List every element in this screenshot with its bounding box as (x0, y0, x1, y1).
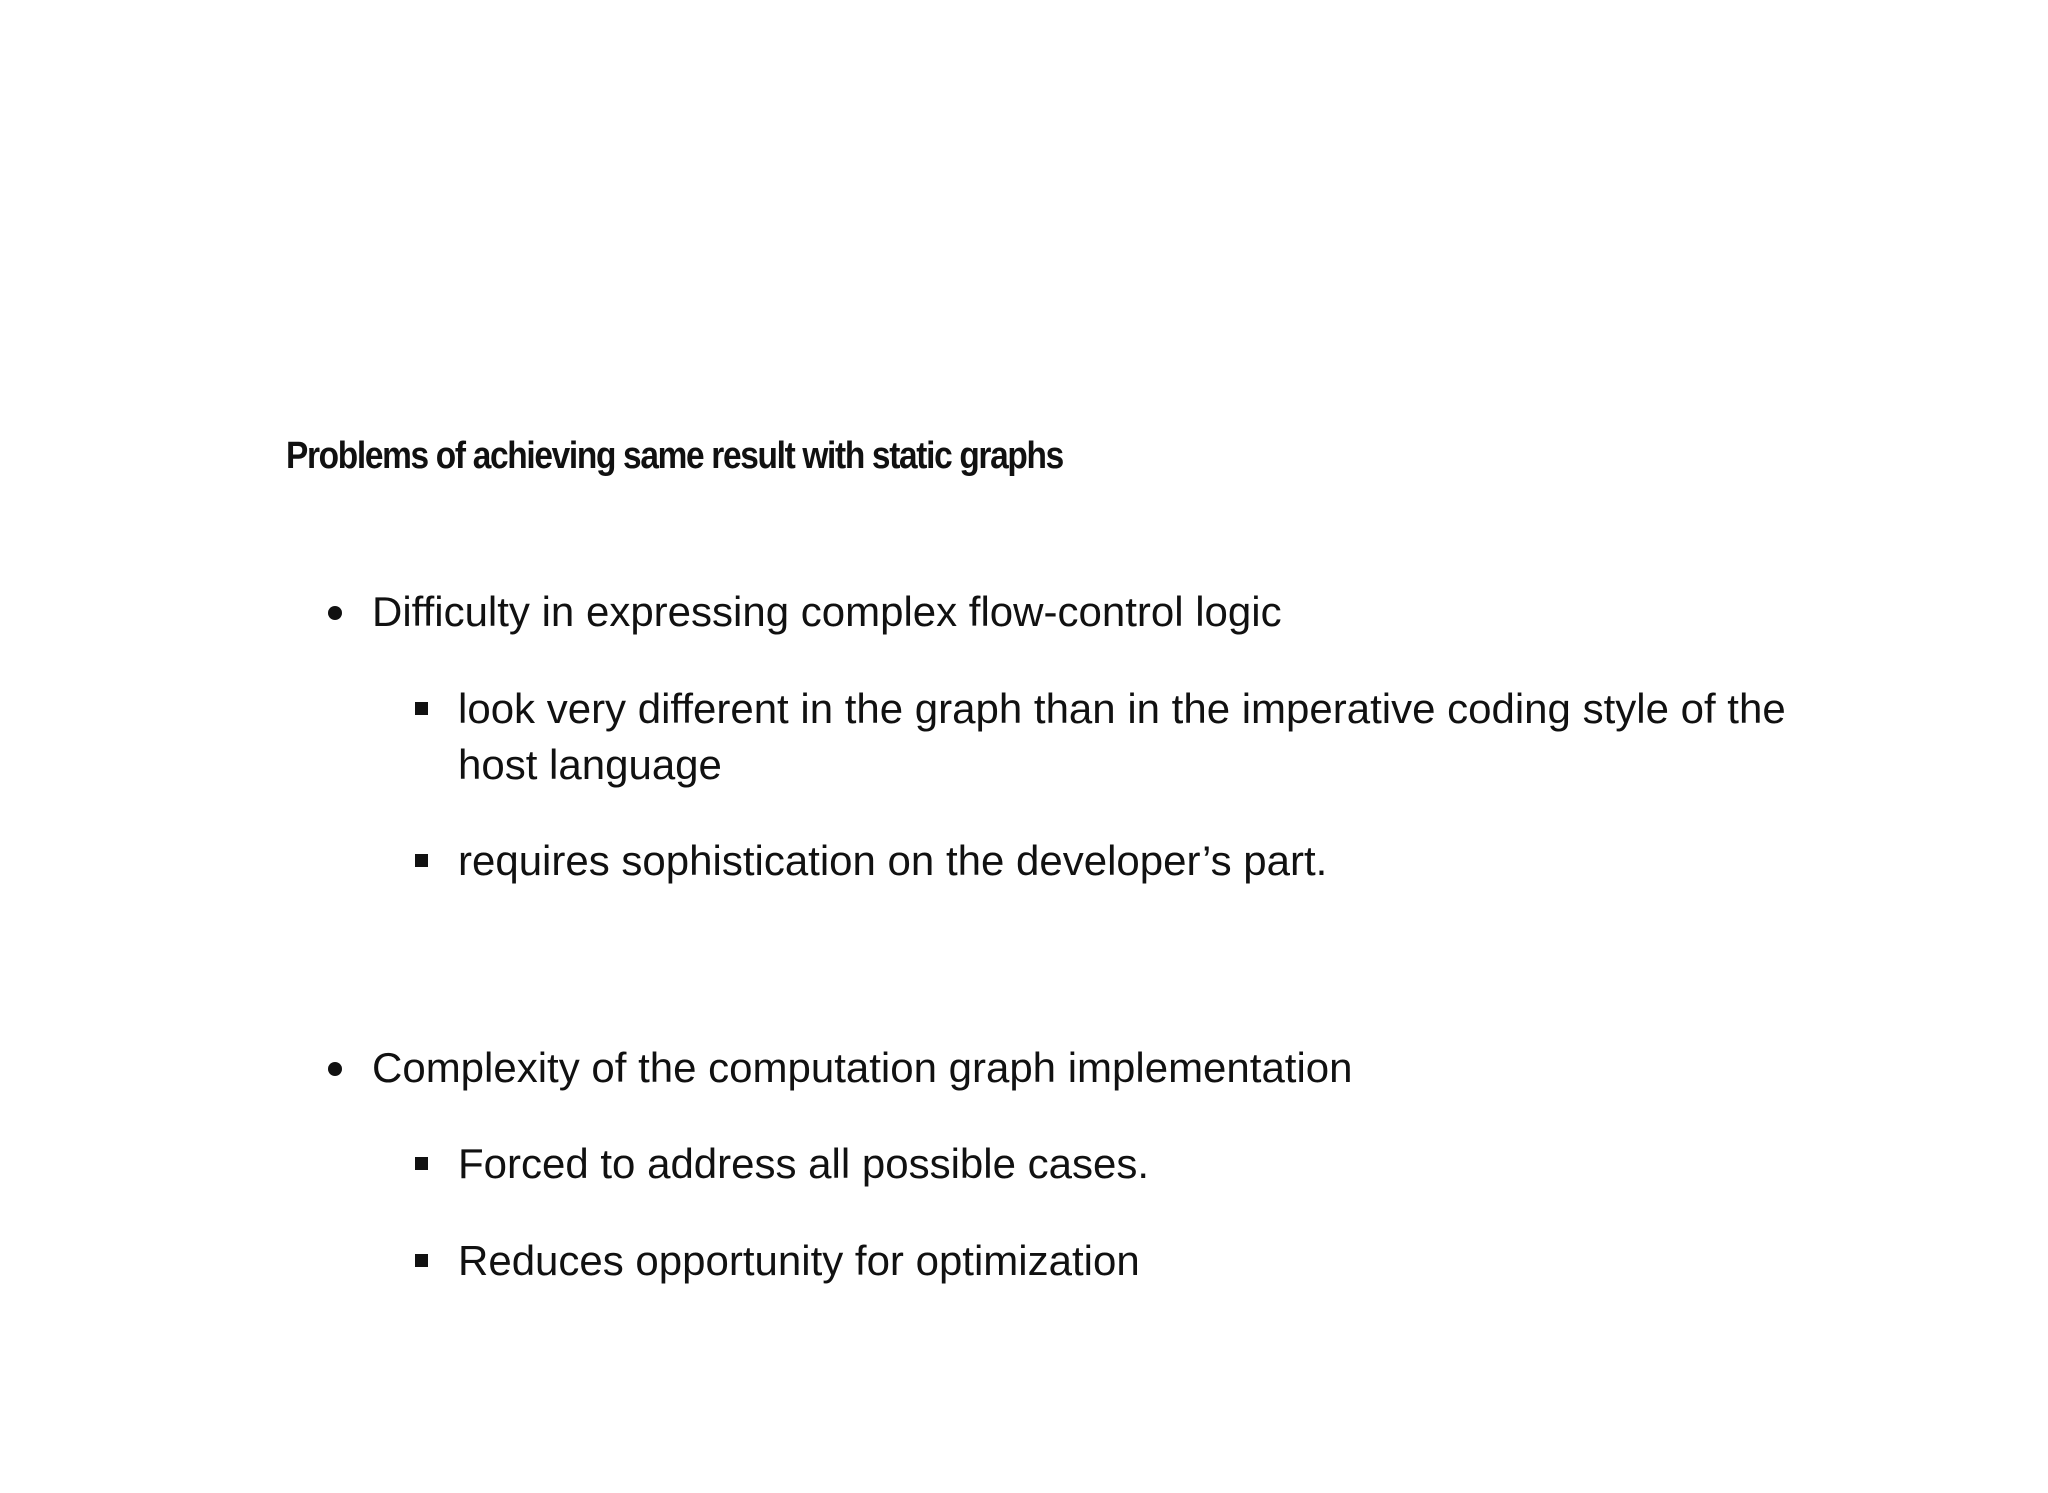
sub-bullet-item (458, 1233, 1838, 1289)
bullet-text: Difficulty in expressing complex flow-control logic (372, 588, 1282, 635)
sub-bullet-text: look very different in the graph than in the imperative coding style of the host language (458, 685, 1786, 788)
bullet-square-icon (415, 1254, 428, 1267)
sub-bullet-item (458, 833, 1838, 889)
bullet-dot-icon (328, 606, 342, 620)
sub-bullet-text: requires sophistication on the developer’s part. (458, 837, 1328, 884)
sub-bullet-item (458, 1136, 1838, 1192)
bullet-square-icon (415, 854, 428, 867)
sub-bullet-text: Forced to address all possible cases. (458, 1140, 1150, 1187)
bullet-dot-icon (328, 1062, 342, 1076)
bullet-square-icon (415, 702, 428, 715)
slide-title: Problems of achieving same result with static graphs (286, 435, 1063, 477)
bullet-text: Complexity of the computation graph implementation (372, 1044, 1353, 1091)
bullet-square-icon (415, 1157, 428, 1170)
sub-bullet-text: Reduces opportunity for optimization (458, 1237, 1140, 1284)
sub-bullet-item (458, 681, 1838, 793)
bullet-item (372, 584, 1282, 640)
bullet-item (372, 1040, 1353, 1096)
